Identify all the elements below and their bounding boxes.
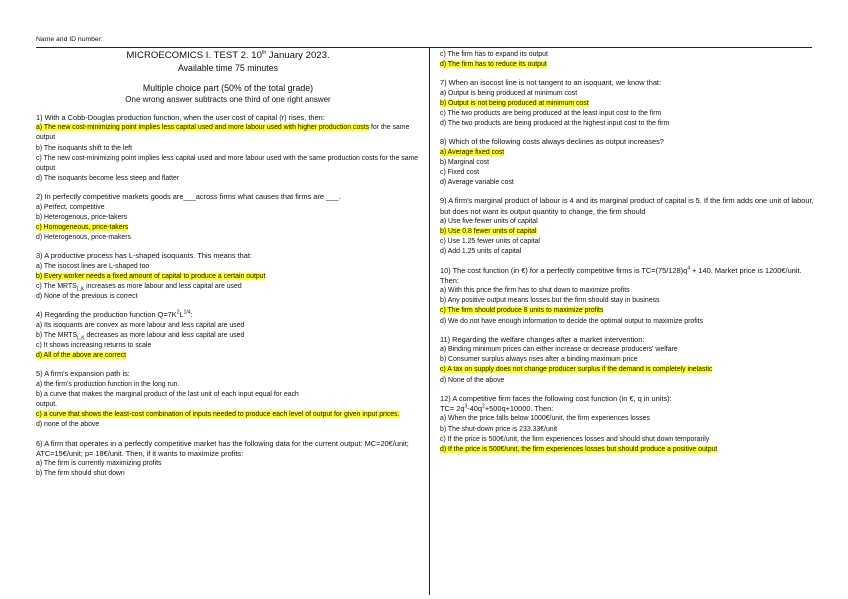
available-time: Available time 75 minutes: [177, 63, 279, 73]
option-b-continued: output.: [36, 401, 58, 409]
option-a: a) Its isoquants are convex as more labour and less capital are used: [36, 321, 245, 329]
option-c: c) The new cost-minimizing point implies less capital used and more labour used with the same production costs for the same output: [36, 154, 419, 173]
question-3: [36, 251, 420, 302]
option-c: [36, 223, 420, 233]
cost-function-equation: $TC= 2q^3-40q^2+500q+10000$. Then:: [440, 403, 554, 414]
question-stem: 9) A firm's marginal product of labour is 4 and its marginal product of capital is 5. If the firm adds one unit of labour, but does not want its output quantity to change, the firm should: [440, 196, 814, 216]
correct-answer-highlight: c) The firm should produce 8 units to maximize profits: [440, 307, 604, 315]
option-c: c) Fixed cost: [440, 169, 480, 177]
question-8: [440, 137, 816, 188]
option-c: [440, 365, 816, 375]
option-c: c) Use 1.25 fewer units of capital: [440, 238, 540, 246]
question-stem: 6) A firm that operates in a perfectly competitive market has the following data for the current output: MC=20€/unit; ATC=15€/unit; p= 18€/unit. Then, if it wants to maximize profits:: [36, 438, 409, 458]
option-a: a) the firm's production function in the long run.: [36, 380, 180, 388]
option-b: b) The $MRTS_{L,K}$ decreases as more labour and less capital are used: [36, 331, 245, 342]
part-heading: Multiple choice part (50% of the total grade): [142, 83, 314, 93]
question-stem: 5) A firm's expansion path is:: [36, 369, 130, 379]
option-c: [36, 410, 420, 420]
option-b: [440, 227, 816, 237]
option-b: b) Any positive output means losses but the firm should stay in business: [440, 297, 660, 305]
correct-answer-highlight: c) A tax on supply does not change producer surplus if the demand is completely inelastic: [440, 366, 713, 374]
option-b: [36, 272, 420, 282]
option-b: [440, 99, 816, 109]
option-c: c) The $MRTS_{L,K}$ increases as more labour and less capital are used: [36, 283, 242, 293]
correct-answer-highlight: d) All of the above are correct: [36, 352, 127, 360]
option-d: d) The two products are being produced at the highest input cost to the firm: [440, 120, 670, 128]
question-stem: 10) The cost function (in €) for a perfectly competitive firms is $TC=(75/128)q^4 + 140$. Market price is 1200€/unit. Then:: [440, 265, 802, 285]
question-6: [36, 439, 420, 480]
option-c: c) It shows increasing returns to scale: [36, 342, 152, 350]
option-c: [440, 306, 816, 316]
question-stem: 8) Which of the following costs always declines as output increases?: [440, 137, 664, 147]
question-2: [36, 192, 420, 243]
option-a: a) Perfect, competitive: [36, 203, 105, 211]
question-10: [440, 266, 816, 327]
option-c: c) The two products are being produced at the least input cost to the firm: [440, 110, 662, 118]
question-stem: 11) Regarding the welfare changes after a market intervention:: [440, 334, 645, 344]
correct-answer-highlight: b) Output is not being produced at minimum cost: [440, 99, 589, 107]
correct-answer-highlight: a) The new cost-minimizing point implies less capital used and more labour used with higher production costs: [36, 124, 370, 132]
question-7: [440, 78, 816, 129]
header-rule: [36, 47, 812, 48]
correct-answer-highlight: b) Every worker needs a fixed amount of capital to produce a certain output: [36, 272, 266, 280]
correct-answer-highlight: d) The firm has to reduce its output: [440, 61, 547, 69]
question-stem: 3) A productive process has L-shaped isoquants. This means that:: [36, 251, 252, 261]
correct-answer-highlight: d) If the price is 500€/unit, the firm experiences losses but should produce a positive output: [440, 445, 718, 453]
option-d: d) We do not have enough information to decide the optimal output to maximize profits: [440, 317, 704, 325]
option-b: b) a curve that makes the marginal product of the last unit of each input equal for each: [36, 390, 299, 398]
column-divider: [429, 47, 430, 595]
option-d: [440, 60, 816, 70]
question-1: [36, 113, 420, 184]
option-d: [36, 351, 420, 361]
test-title: MICROECOMICS I. TEST 2. 10th January 2023.: [126, 49, 330, 61]
option-a: a) When the price falls below 1000€/unit, the firm experiences losses: [440, 415, 650, 423]
option-b: b) Consumer surplus always rises after a binding maximum price: [440, 356, 638, 364]
correct-answer-highlight: b) Use 0.8 fewer units of capital: [440, 228, 537, 236]
option-a: a) Output is being produced at minimum cost: [440, 89, 578, 97]
left-column: [36, 50, 420, 488]
question-9: [440, 196, 816, 257]
question-stem: 4) Regarding the production function $Q=7K^2L^{1/4}$:: [36, 309, 193, 320]
option-b: b) The firm should shut down: [36, 470, 125, 478]
scoring-rule: One wrong answer subtracts one third of one right answer: [125, 95, 331, 104]
option-a: a) Use five fewer units of capital: [440, 217, 538, 225]
option-d: d) Add 1.25 units of capital: [440, 248, 522, 256]
option-a: a) The firm is currently maximizing profits: [36, 460, 162, 468]
option-b: b) Heterogenous, price-takers: [36, 213, 128, 221]
option-a: a) The isocost lines are L-shaped too: [36, 262, 150, 270]
option-a: a) Binding minimum prices can either increase or decrease producers' welfare: [440, 346, 678, 354]
correct-answer-highlight: c) Homogeneous, price-takers: [36, 224, 129, 232]
option-d: d) none of the above: [36, 421, 100, 429]
test-header: [36, 50, 420, 105]
question-5: [36, 369, 420, 430]
option-b: b) The shut-down price is 233.33€/unit: [440, 425, 558, 433]
question-stem: 7) When an isocost line is not tangent to an isoquant, we know that:: [440, 78, 662, 88]
question-4: [36, 310, 420, 361]
question-stem: 2) In perfectly competitive markets goods are___across firms what causes that firms are ___.: [36, 192, 341, 202]
option-d: d) Average variable cost: [440, 179, 514, 187]
question-12: [440, 394, 816, 455]
question-6-continued: [440, 50, 816, 70]
question-stem: 1) With a Cobb-Douglas production function, when the user cost of capital (r) rises, then:: [36, 113, 325, 122]
question-stem: 12) A competitive firm faces the following cost function (in €, q in units):: [440, 393, 672, 403]
option-d: [440, 445, 816, 455]
question-11: [440, 335, 816, 386]
option-d: d) The isoquants become less steep and flatter: [36, 175, 180, 183]
correct-answer-highlight: c) a curve that shows the least-cost combination of inputs needed to produce each level of output for given input prices.: [36, 411, 400, 419]
correct-answer-highlight: a) Average fixed cost: [440, 148, 505, 156]
option-c: c) If the price is 500€/unit, the firm experiences losses and should shut down temporarily: [440, 435, 710, 443]
option-d: d) None of the above: [440, 376, 505, 384]
option-d: d) Heterogenous, price-makers: [36, 234, 131, 242]
option-d: d) None of the previous is correct: [36, 293, 138, 301]
option-b: b) Marginal cost: [440, 158, 490, 166]
option-a: a) With this price the firm has to shut down to maximize profits: [440, 287, 630, 295]
option-a: a) The new cost-minimizing point implies less capital used and more labour used with higher production costs for the same output: [36, 124, 410, 142]
option-a: [440, 148, 816, 158]
right-column: [440, 50, 816, 463]
option-b: b) The isoquants shift to the left: [36, 144, 133, 152]
name-id-line: Name and ID number:: [36, 36, 103, 43]
option-c: c) The firm has to expand its output: [440, 51, 548, 58]
